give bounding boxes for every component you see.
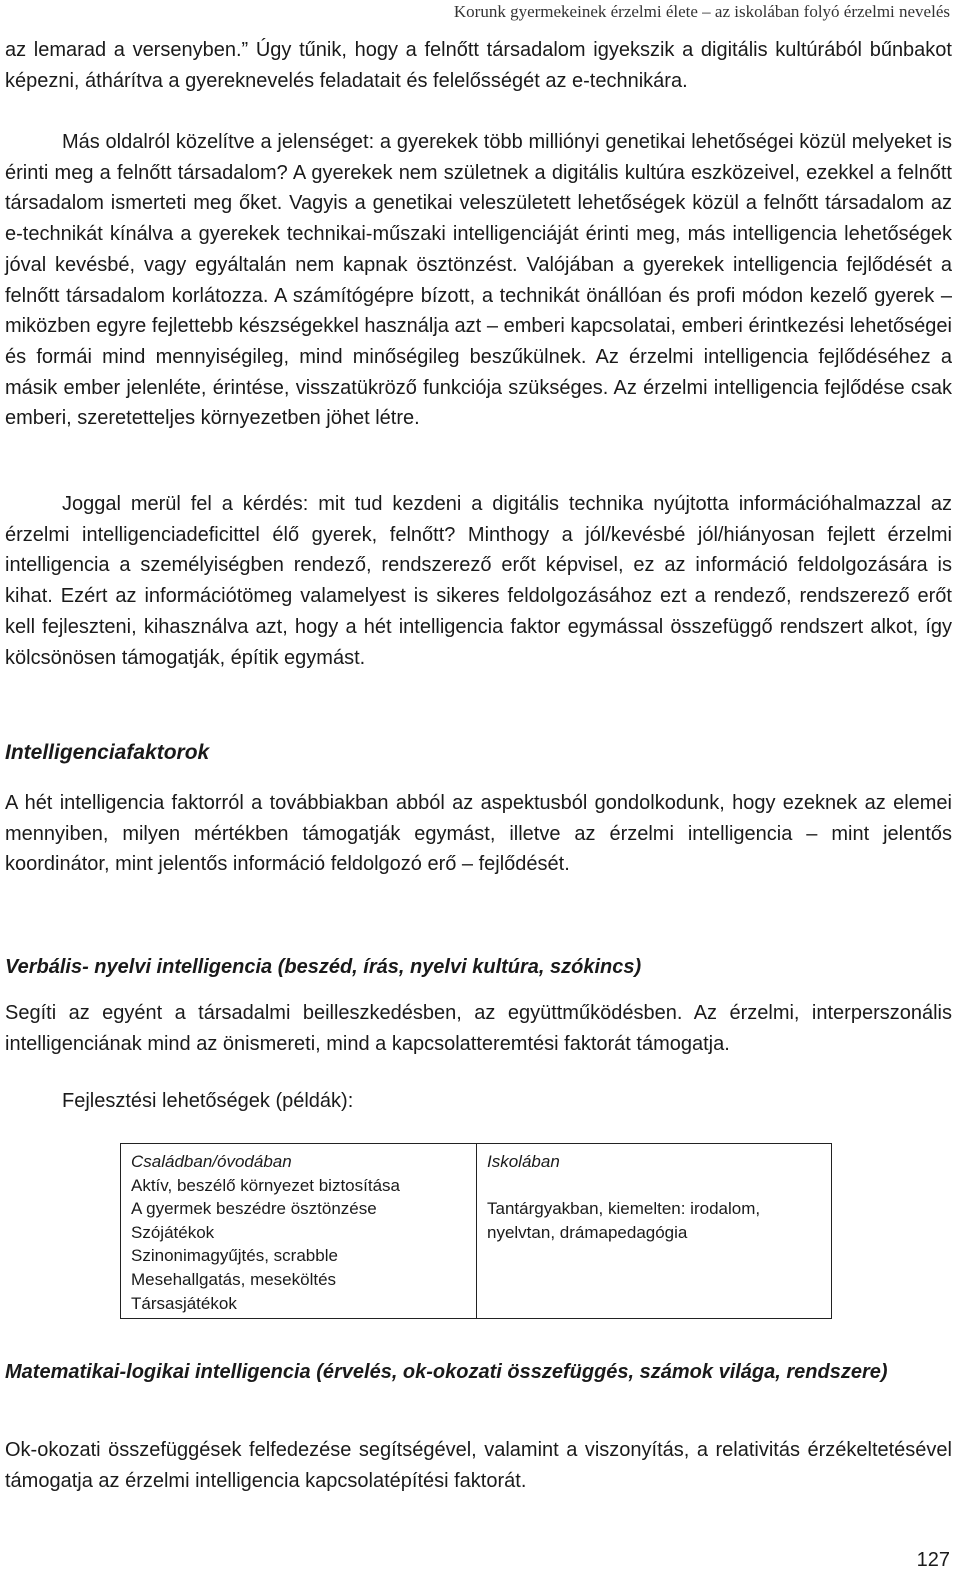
list-item: Szójátékok — [131, 1222, 215, 1242]
development-table-intro: Fejlesztési lehetőségek (példák): — [62, 1090, 354, 1112]
list-item: Mesehallgatás, meseköltés — [131, 1269, 337, 1289]
column-heading-school: Iskolában — [487, 1152, 560, 1171]
table-column-family — [121, 1144, 477, 1318]
list-item: Társasjátékok — [131, 1293, 237, 1313]
paragraph-1: az lemarad a versenyben.” Úgy tűnik, hogy a felnőtt társadalom igyekszik a digitális kultúrából bűnbakot képezni, áthárítva a gyereknevelés feladatait és felelősségét az e-technikára. — [5, 39, 952, 92]
list-item: nyelvtan, drámapedagógia — [487, 1222, 688, 1242]
paragraph-6: Ok-okozati összefüggések felfedezése segítségével, valamint a viszonyítás, a relativitás érzékeltetésével támogatja az érzelmi intelligencia kapcsolatépítési faktorát. — [5, 1439, 952, 1492]
paragraph-3: Joggal merül fel a kérdés: mit tud kezdeni a digitális technika nyújtotta információhalmazzal az érzelmi intelligenciadeficittel élő gyerek, felnőtt? Minthogy a jól/kevésbé jól/hiányosan fejlett érzelmi intelligencia a személyiségben rendező, rendszerező erőt képvisel, ez az információ feldolgozására is kihat. Ezért az információtömeg valamelyest is sikeres feldolgozásához ezt a rendező, rendszerező erőt kell fejleszteni, kihasználva azt, hogy a hét intelligencia faktor egymással összefüggő rendszert alkot, így kölcsönösen támogatják, építik egymást. — [5, 493, 952, 669]
paragraph-5: Segíti az egyént a társadalmi beilleszkedésben, az együttműködésben. Az érzelmi, interperszonális intelligenciának mind az önismereti, mind a kapcsolatteremtési faktorát támogatja. — [5, 1002, 952, 1055]
development-table — [120, 1143, 832, 1319]
column-heading-family: Családban/óvodában — [131, 1152, 292, 1171]
running-header: Korunk gyermekeinek érzelmi élete – az iskolában folyó érzelmi nevelés — [453, 2, 950, 21]
blank-line — [487, 1174, 821, 1198]
list-item: Aktív, beszélő környezet biztosítása — [131, 1175, 400, 1195]
paragraph-4: A hét intelligencia faktorról a továbbiakban abból az aspektusból gondolkodunk, hogy ezeknek az elemei mennyiben, milyen mértékben támogatják egymást, illetve az érzelmi intelligencia – mint jelentős koordinátor, mint jelentős információ feldolgozó erő – fejlődését. — [5, 792, 952, 876]
paragraph-2: Más oldalról közelítve a jelenséget: a gyerekek több milliónyi genetikai lehetőségei közül melyeket is érinti meg a felnőtt társadalom? A gyerekek nem születnek a digitális kultúra eszközeivel, ezekkel a felnőtt társadalom ismerteti meg őket. Vagyis a genetikai veleszületett lehetőségek közül a felnőtt társadalom az e-technikát kínálva a gyerekek technikai-műszaki intelligenciáját érinti meg, más intelligencia lehetőségek jóval kevésbé, vagy egyáltalán nem kapnak ösztönzést. Valójában a gyerekek intelligencia fejlődését a felnőtt társadalom korlátozza. A számítógépre bízott, a technikát önállóan és profi módon kezelő gyerek – miközben egyre fejlettebb készségekkel használja azt – emberi kapcsolatai, emberi érintkezési lehetőségei és formái mind mennyiségileg, mind minőségileg beszűkülnek. Az érzelmi intelligencia fejlődéséhez a másik ember jelenléte, érintése, visszatükröző funkciója szükséges. Az érzelmi intelligencia fejlődése csak emberi, szeretetteljes környezetben jöhet létre. — [5, 131, 952, 430]
list-item: Tantárgyakban, kiemelten: irodalom, — [487, 1199, 761, 1219]
subheading-verbal: Verbális- nyelvi intelligencia (beszéd, írás, nyelvi kultúra, szókincs) — [5, 956, 642, 978]
subheading-math: Matematikai-logikai intelligencia (érvelés, ok-okozati összefüggés, számok világa, rendszere) — [5, 1361, 888, 1383]
section-heading: Intelligenciafaktorok — [5, 741, 210, 764]
page-number: 127 — [916, 1549, 950, 1571]
list-item: A gyermek beszédre ösztönzése — [131, 1199, 377, 1219]
list-item: Szinonimagyűjtés, scrabble — [131, 1246, 338, 1266]
table-column-school — [477, 1144, 831, 1318]
